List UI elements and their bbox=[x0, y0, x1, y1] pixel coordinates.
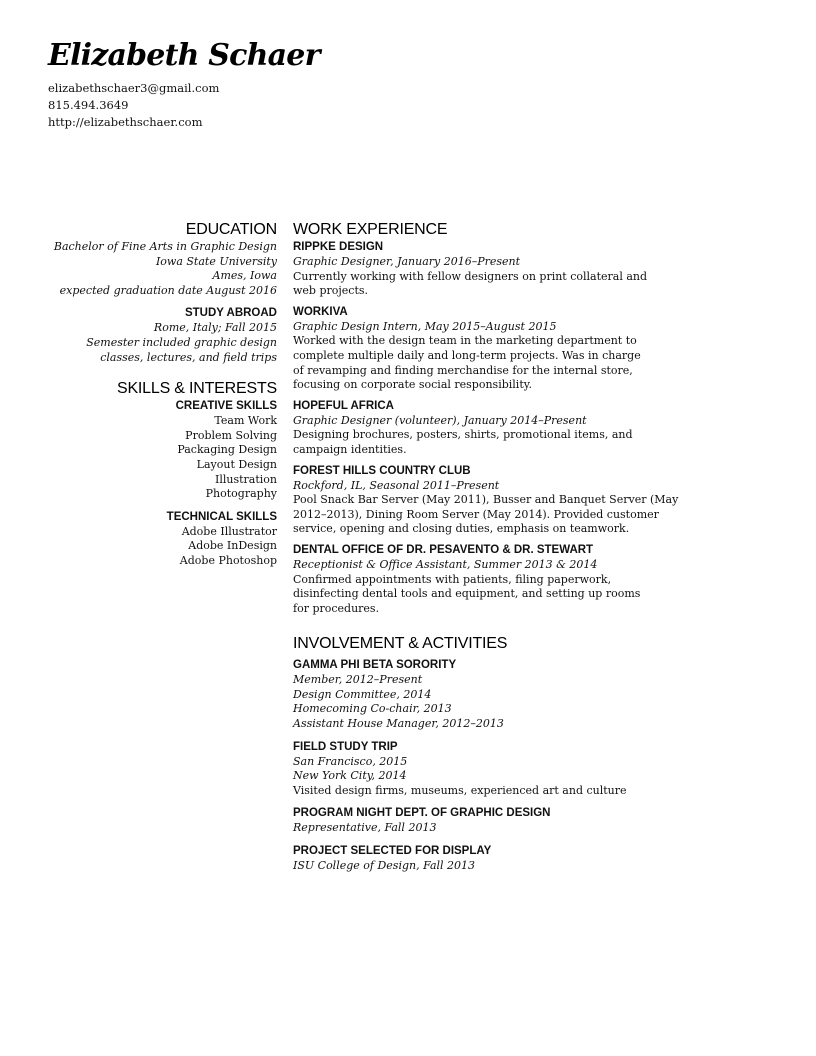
skill-item: Team Work bbox=[214, 414, 277, 428]
involvement-role: Member, 2012–Present bbox=[293, 673, 423, 687]
involvement-role: San Francisco, 2015 bbox=[293, 754, 408, 768]
job-entry bbox=[293, 543, 663, 616]
skill-item: Adobe Illustrator bbox=[181, 524, 277, 538]
left-column bbox=[40, 220, 277, 569]
involvement-heading: INVOLVEMENT & ACTIVITIES bbox=[293, 635, 508, 653]
job-entry bbox=[293, 240, 663, 299]
skill-item: Photography bbox=[205, 487, 277, 501]
involvement-entry bbox=[293, 806, 663, 836]
involvement-role: New York City, 2014 bbox=[293, 769, 407, 783]
job-role: Rockford, IL, Seasonal 2011–Present bbox=[293, 478, 500, 492]
education-line: expected graduation date August 2016 bbox=[59, 283, 277, 297]
study-abroad-line: Rome, Italy; Fall 2015 bbox=[153, 321, 277, 335]
study-abroad-details bbox=[40, 321, 277, 365]
job-desc-line: Pool Snack Bar Server (May 2011), Busser and Banquet Server (May bbox=[293, 493, 679, 507]
job-desc-line: web projects. bbox=[293, 284, 369, 298]
email-text: elizabethschaer3@gmail.com bbox=[48, 81, 220, 95]
study-abroad-line: Semester included graphic design bbox=[86, 335, 277, 349]
job-desc-line: Worked with the design team in the marketing department to bbox=[293, 334, 637, 348]
creative-skills-heading: CREATIVE SKILLS bbox=[175, 400, 277, 413]
education-heading: EDUCATION bbox=[185, 221, 277, 238]
job-org: RIPPKE DESIGN bbox=[293, 241, 384, 253]
skill-item: Adobe Photoshop bbox=[179, 553, 277, 567]
job-entry bbox=[293, 399, 663, 458]
job-desc-line: Designing brochures, posters, shirts, promotional items, and bbox=[293, 428, 633, 442]
job-role: Graphic Design Intern, May 2015–August 2015 bbox=[293, 319, 557, 333]
job-org: WORKIVA bbox=[293, 305, 348, 318]
job-desc-line: disinfecting dental tools and equipment, and setting up rooms bbox=[293, 587, 641, 601]
involvement-entry bbox=[293, 658, 663, 731]
right-column bbox=[293, 220, 679, 874]
education-line: Bachelor of Fine Arts in Graphic Design bbox=[53, 240, 277, 253]
job-desc-line: for procedures. bbox=[293, 601, 380, 615]
involvement-entry bbox=[293, 740, 663, 799]
study-abroad-heading: STUDY ABROAD bbox=[184, 307, 277, 320]
website-text: http://elizabethschaer.com bbox=[48, 115, 203, 129]
involvement-desc: Visited design firms, museums, experienced art and culture bbox=[293, 783, 627, 797]
job-desc-line: Confirmed appointments with patients, filing paperwork, bbox=[293, 572, 612, 586]
phone-text: 815.494.3649 bbox=[48, 98, 129, 112]
involvement-org: FIELD STUDY TRIP bbox=[293, 740, 398, 753]
skill-item: Packaging Design bbox=[177, 443, 277, 457]
involvement-role: ISU College of Design, Fall 2013 bbox=[293, 859, 476, 873]
job-desc-line: of revamping and finding merchandise for the internal store, bbox=[293, 363, 633, 377]
job-desc-line: Currently working with fellow designers on print collateral and bbox=[293, 269, 648, 283]
technical-skills-heading: TECHNICAL SKILLS bbox=[166, 510, 277, 523]
involvement-role: Homecoming Co-chair, 2013 bbox=[293, 702, 452, 716]
skill-item: Problem Solving bbox=[185, 428, 277, 442]
study-abroad-line: classes, lectures, and field trips bbox=[100, 350, 277, 364]
skill-item: Illustration bbox=[215, 472, 277, 486]
involvement-entry bbox=[293, 844, 663, 874]
involvement-role: Assistant House Manager, 2012–2013 bbox=[293, 717, 504, 731]
job-desc-line: complete multiple daily and long-term projects. Was in charge bbox=[293, 348, 641, 362]
resume-name: Elizabeth Schaer bbox=[48, 38, 320, 73]
education-line: Ames, Iowa bbox=[212, 269, 277, 283]
job-role: Graphic Designer, January 2016–Present bbox=[293, 255, 521, 268]
involvement-org: GAMMA PHI BETA SORORITY bbox=[293, 659, 457, 672]
skill-item: Layout Design bbox=[196, 457, 277, 471]
education-details bbox=[40, 240, 277, 298]
involvement-role: Design Committee, 2014 bbox=[293, 687, 432, 701]
job-desc-line: focusing on corporate social responsibility. bbox=[293, 378, 532, 392]
job-role: Receptionist & Office Assistant, Summer 2013 & 2014 bbox=[293, 557, 598, 571]
job-desc-line: campaign identities. bbox=[293, 442, 407, 456]
technical-skills-list bbox=[40, 525, 277, 569]
job-org: FOREST HILLS COUNTRY CLUB bbox=[293, 464, 471, 477]
job-entry bbox=[293, 305, 663, 393]
skill-item: Adobe InDesign bbox=[188, 539, 277, 553]
job-org: HOPEFUL AFRICA bbox=[293, 399, 394, 412]
job-entry bbox=[293, 464, 679, 537]
contact-info bbox=[48, 80, 219, 131]
job-desc-line: 2012–2013), Dining Room Server (May 2014). Provided customer bbox=[293, 507, 659, 521]
involvement-org: PROGRAM NIGHT DEPT. OF GRAPHIC DESIGN bbox=[293, 807, 551, 820]
involvement-org: PROJECT SELECTED FOR DISPLAY bbox=[293, 845, 492, 858]
work-experience-heading: WORK EXPERIENCE bbox=[293, 221, 448, 238]
skills-heading: SKILLS & INTERESTS bbox=[116, 380, 277, 398]
job-role: Graphic Designer (volunteer), January 2014–Present bbox=[293, 413, 587, 427]
education-line: Iowa State University bbox=[155, 254, 277, 268]
involvement-role: Representative, Fall 2013 bbox=[293, 821, 437, 835]
job-desc-line: service, opening and closing duties, emphasis on teamwork. bbox=[293, 522, 630, 536]
creative-skills-list bbox=[40, 414, 277, 502]
job-org: DENTAL OFFICE OF DR. PESAVENTO & DR. STEWART bbox=[293, 543, 594, 556]
